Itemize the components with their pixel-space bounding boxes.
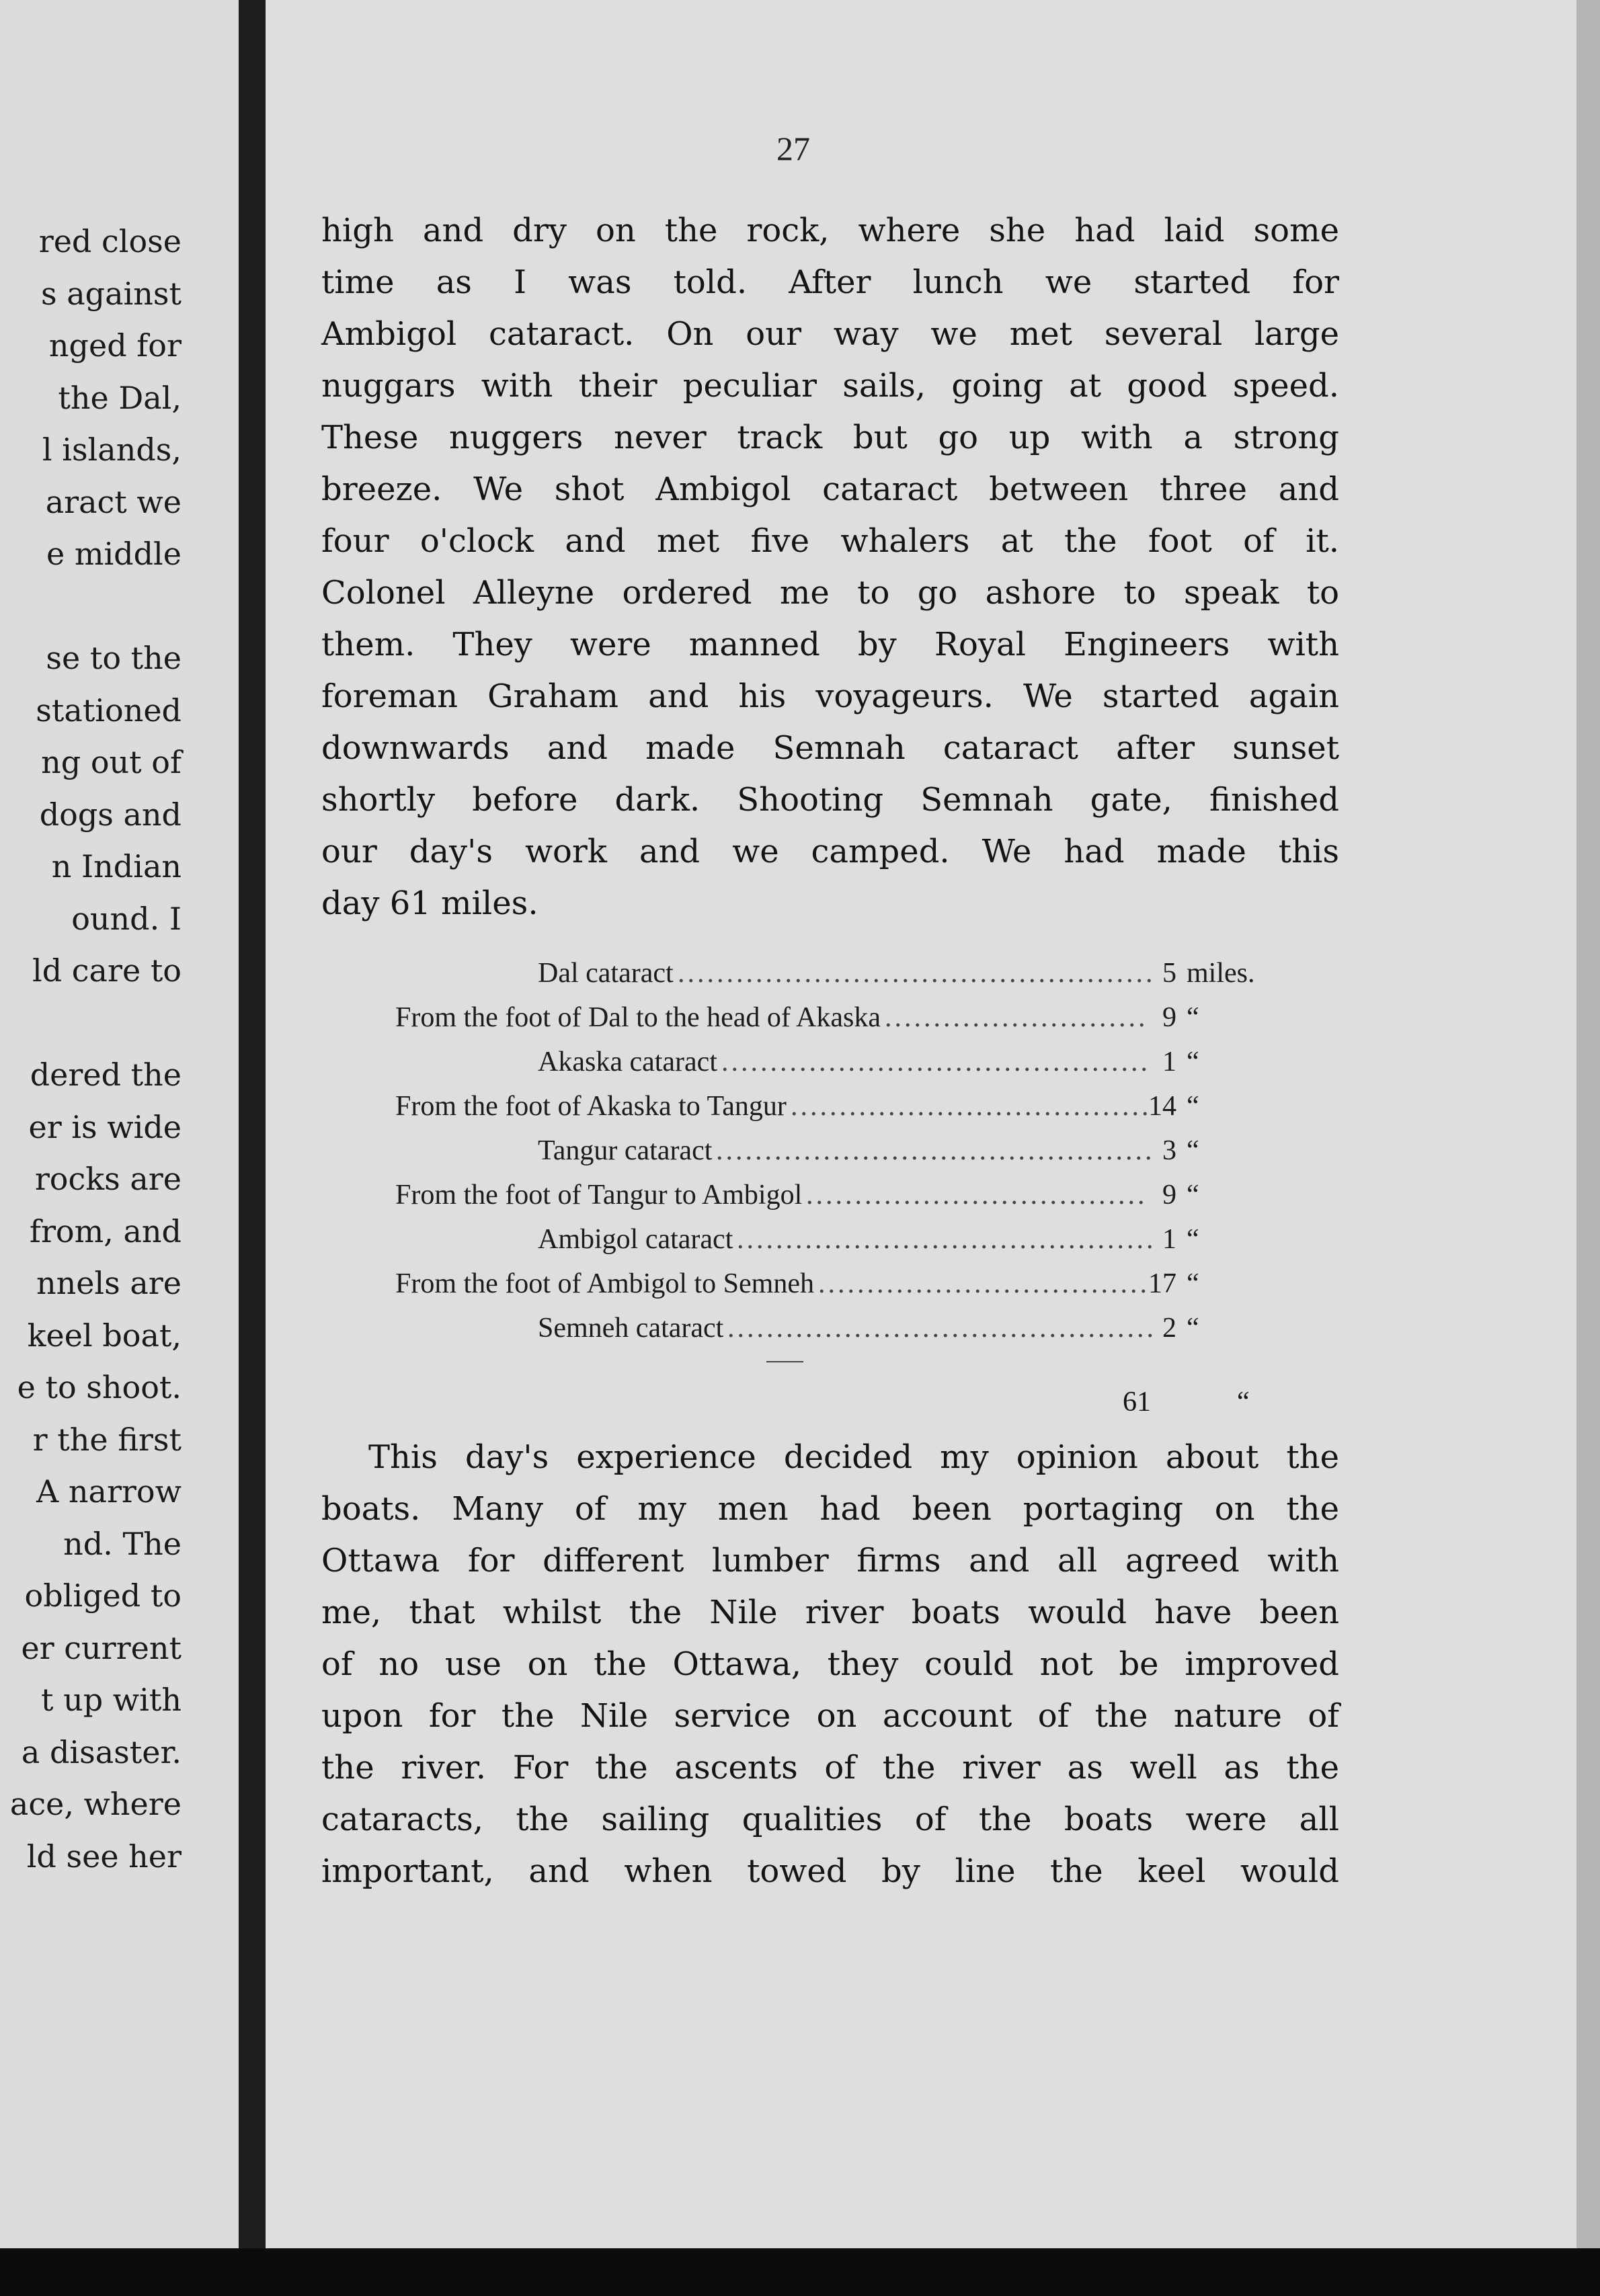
distance-row bbox=[376, 1084, 1284, 1129]
left-page-line: er current bbox=[21, 1629, 182, 1666]
left-page-line: se to the bbox=[46, 640, 182, 676]
dot-leaders: ................................... bbox=[806, 1180, 1148, 1211]
text-line: Ottawa for different lumber firms and all agreed with bbox=[321, 1542, 1339, 1580]
left-page-line: t up with bbox=[41, 1682, 182, 1718]
distance-value: 9 bbox=[1162, 1002, 1176, 1033]
total-rule bbox=[766, 1361, 803, 1362]
dot-leaders: ............................................ bbox=[721, 1047, 1150, 1077]
distance-value: 5 bbox=[1162, 958, 1176, 989]
text-line: upon for the Nile service on account of the nature of bbox=[321, 1697, 1339, 1735]
left-page-line: ng out of bbox=[41, 744, 182, 780]
distance-row bbox=[376, 951, 1284, 995]
text-line: high and dry on the rock, where she had laid some bbox=[321, 212, 1339, 249]
distance-value: 2 bbox=[1162, 1313, 1176, 1344]
distance-unit: “ bbox=[1187, 1135, 1199, 1166]
left-page-line: obliged to bbox=[24, 1577, 182, 1614]
distance-label: From the foot of Dal to the head of Akaska bbox=[395, 1002, 881, 1033]
text-line: Colonel Alleyne ordered me to go ashore to speak to bbox=[321, 574, 1339, 612]
text-line: Ambigol cataract. On our way we met several large bbox=[321, 315, 1339, 353]
distance-row bbox=[376, 1217, 1284, 1262]
distance-row bbox=[376, 1173, 1284, 1217]
left-page-line: s against bbox=[41, 275, 182, 312]
distance-row bbox=[376, 995, 1284, 1040]
left-page-line: er is wide bbox=[28, 1108, 182, 1145]
dot-leaders: ........................................... bbox=[737, 1224, 1156, 1255]
distance-row bbox=[376, 1129, 1284, 1173]
text-line: These nuggers never track but go up with a strong bbox=[321, 419, 1339, 456]
left-page-line: A narrow bbox=[36, 1473, 182, 1510]
left-page-line: the Dal, bbox=[58, 379, 182, 416]
distance-label: From the foot of Akaska to Tangur bbox=[395, 1091, 787, 1122]
distance-value: 3 bbox=[1162, 1135, 1176, 1166]
book-gutter bbox=[239, 0, 266, 2248]
distance-label: From the foot of Tangur to Ambigol bbox=[395, 1180, 803, 1211]
text-line: four o'clock and met five whalers at the foot of it. bbox=[321, 522, 1339, 560]
text-line: our day's work and we camped. We had made this bbox=[321, 833, 1339, 870]
distance-total: 61 bbox=[1123, 1387, 1151, 1418]
dot-leaders: ............................................ bbox=[727, 1313, 1156, 1344]
text-line: boats. Many of my men had been portaging on the bbox=[321, 1490, 1339, 1528]
left-page-line: e middle bbox=[46, 536, 182, 572]
distance-value: 9 bbox=[1162, 1180, 1176, 1211]
text-line: downwards and made Semnah cataract after sunset bbox=[321, 729, 1339, 767]
dot-leaders: .................................. bbox=[818, 1268, 1150, 1299]
text-line: important, and when towed by line the keel would bbox=[321, 1852, 1339, 1890]
distance-row bbox=[376, 1262, 1284, 1306]
distance-value: 17 bbox=[1148, 1268, 1176, 1299]
paragraph-2 bbox=[321, 1432, 1339, 1897]
text-line: time as I was told. After lunch we started for bbox=[321, 263, 1339, 301]
dot-leaders: ................................................. bbox=[678, 958, 1156, 989]
left-page-line: nd. The bbox=[63, 1525, 182, 1562]
left-page-line: dogs and bbox=[39, 796, 182, 833]
distance-unit: “ bbox=[1187, 1002, 1199, 1033]
left-page-line: ld see her bbox=[26, 1838, 182, 1875]
text-line: day 61 miles. bbox=[321, 885, 538, 922]
distance-unit: miles. bbox=[1187, 958, 1255, 989]
text-line: foreman Graham and his voyageurs. We started again bbox=[321, 678, 1339, 715]
distance-label: Tangur cataract bbox=[538, 1135, 713, 1166]
left-page-line: n Indian bbox=[51, 848, 182, 885]
text-line: nuggars with their peculiar sails, going at good speed. bbox=[321, 367, 1339, 405]
distance-label: Ambigol cataract bbox=[538, 1224, 733, 1255]
left-page-line: red close bbox=[38, 223, 182, 259]
distance-unit: “ bbox=[1187, 1180, 1199, 1211]
scan-border bbox=[0, 2248, 1600, 2296]
distance-unit: “ bbox=[1187, 1091, 1199, 1122]
left-page-line: ld care to bbox=[32, 952, 182, 989]
distance-label: Dal cataract bbox=[538, 958, 674, 989]
page-number: 27 bbox=[776, 130, 810, 167]
left-page-line: dered the bbox=[30, 1057, 182, 1093]
left-page-line: aract we bbox=[45, 483, 182, 520]
distance-unit: “ bbox=[1187, 1313, 1199, 1344]
text-line: This day's experience decided my opinion about the bbox=[368, 1438, 1339, 1476]
left-facing-page bbox=[0, 0, 239, 2248]
left-page-line: a disaster. bbox=[21, 1733, 182, 1770]
text-line: me, that whilst the Nile river boats would have been bbox=[321, 1594, 1339, 1631]
distance-unit: “ bbox=[1187, 1224, 1199, 1255]
text-line: breeze. We shot Ambigol cataract between three and bbox=[321, 470, 1339, 508]
left-page-line: ound. I bbox=[71, 900, 182, 937]
dot-leaders: ..................................... bbox=[791, 1091, 1152, 1122]
text-line: cataracts, the sailing qualities of the boats were all bbox=[321, 1801, 1339, 1838]
left-page-line: l islands, bbox=[42, 432, 182, 468]
left-page-line: nged for bbox=[48, 327, 182, 364]
dot-leaders: ........................... bbox=[885, 1002, 1148, 1033]
distance-label: From the foot of Ambigol to Semneh bbox=[395, 1268, 814, 1299]
distance-label: Akaska cataract bbox=[538, 1047, 717, 1077]
left-page-line: keel boat, bbox=[27, 1317, 182, 1354]
text-line: the river. For the ascents of the river as well as the bbox=[321, 1749, 1339, 1787]
distance-row bbox=[376, 1040, 1284, 1084]
distance-value: 1 bbox=[1162, 1047, 1176, 1077]
left-page-line: r the first bbox=[32, 1421, 182, 1458]
left-page-line: ace, where bbox=[9, 1786, 182, 1822]
distance-row bbox=[376, 1306, 1284, 1350]
distance-value: 14 bbox=[1148, 1091, 1176, 1122]
paragraph-1 bbox=[321, 205, 1339, 930]
left-page-line: rocks are bbox=[34, 1161, 182, 1197]
distance-total-unit: “ bbox=[1237, 1387, 1250, 1418]
left-page-line: from, and bbox=[29, 1213, 182, 1249]
left-page-line: e to shoot. bbox=[17, 1369, 182, 1405]
distance-unit: “ bbox=[1187, 1047, 1199, 1077]
text-line: of no use on the Ottawa, they could not be improved bbox=[321, 1645, 1339, 1683]
distance-value: 1 bbox=[1162, 1224, 1176, 1255]
distance-unit: “ bbox=[1187, 1268, 1199, 1299]
distance-table bbox=[376, 951, 1284, 1350]
distance-label: Semneh cataract bbox=[538, 1313, 724, 1344]
page-edge bbox=[1576, 0, 1600, 2248]
dot-leaders: ............................................. bbox=[716, 1135, 1155, 1166]
text-line: them. They were manned by Royal Engineers with bbox=[321, 626, 1339, 663]
left-page-line: stationed bbox=[36, 692, 182, 729]
left-page-line: nnels are bbox=[36, 1265, 182, 1301]
text-line: shortly before dark. Shooting Semnah gate, finished bbox=[321, 781, 1339, 819]
